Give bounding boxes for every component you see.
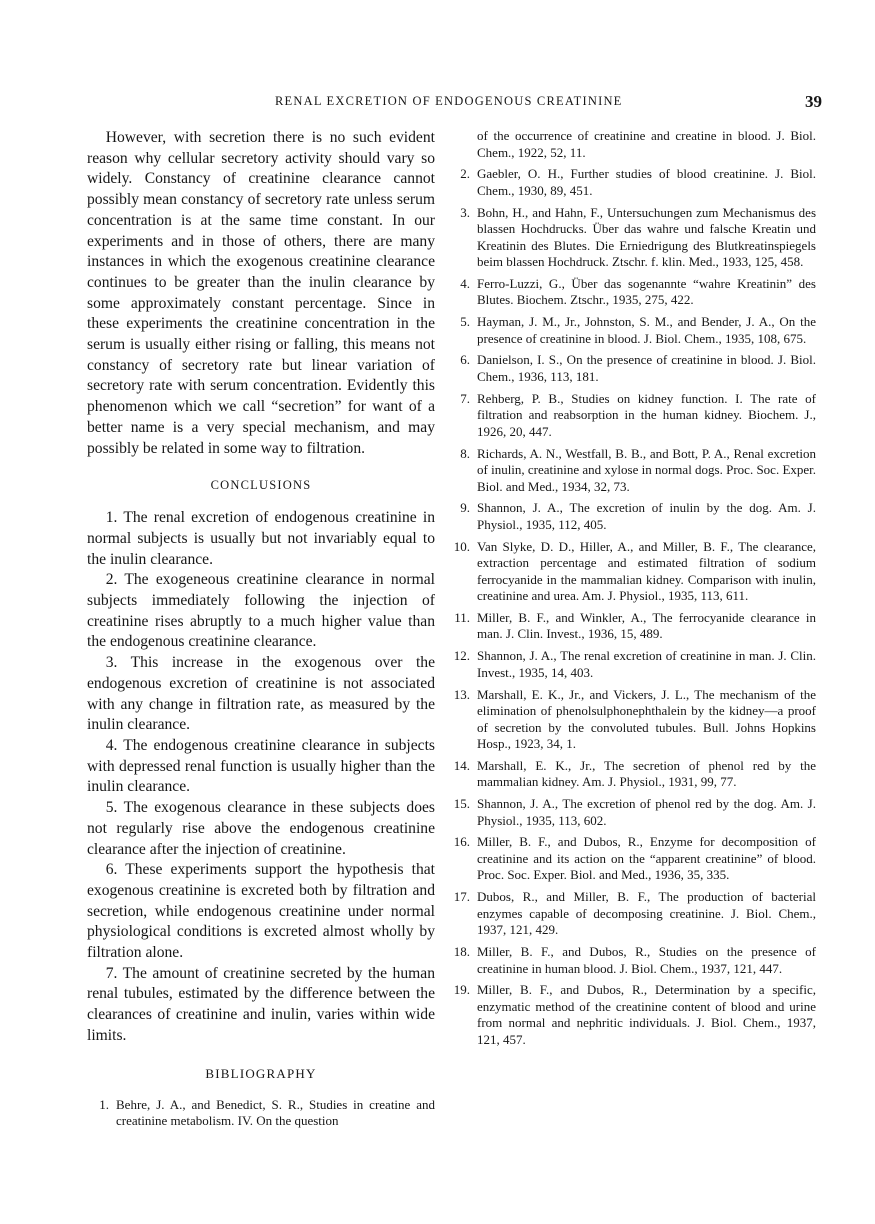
reference-number: 7. bbox=[460, 390, 470, 406]
reference-text: Behre, J. A., and Benedict, S. R., Studies in creatine and creatinine metabolism. IV. On the question bbox=[116, 1096, 435, 1129]
reference-continuation: of the occurrence of creatinine and creatine in blood. J. Biol. Chem., 1922, 52, 11. bbox=[477, 128, 816, 160]
reference-text: Dubos, R., and Miller, B. F., The production of bacterial enzymes capable of decomposing creatinine. J. Biol. Chem., 1937, 121, 429. bbox=[477, 889, 816, 938]
reference-number: 9. bbox=[460, 500, 470, 516]
reference-text: Rehberg, P. B., Studies on kidney function. I. The rate of filtration and reabsorption in the human kidney. Biochem. J., 1926, 20, 447. bbox=[477, 390, 816, 439]
conclusion-item: 7. The amount of creatinine secreted by the human renal tubules, estimated by the difference between the clearances of creatinine and inulin, varies within wide limits. bbox=[87, 964, 435, 1044]
reference-text: Gaebler, O. H., Further studies of blood creatinine. J. Biol. Chem., 1930, 89, 451. bbox=[477, 166, 816, 198]
reference-number: 6. bbox=[460, 352, 470, 368]
reference-number: 14. bbox=[453, 757, 470, 773]
running-header bbox=[0, 92, 875, 112]
reference-item bbox=[87, 1097, 435, 1130]
reference-text: Miller, B. F., and Dubos, R., Determination by a specific, enzymatic method of the creatinine content of blood and urine from normal and nephritic individuals. J. Biol. Chem., 1937, 121, 457. bbox=[477, 982, 816, 1047]
reference-item bbox=[448, 539, 816, 605]
reference-item bbox=[448, 889, 816, 939]
conclusions-heading: CONCLUSIONS bbox=[210, 478, 312, 493]
reference-text: Miller, B. F., and Winkler, A., The ferrocyanide clearance in man. J. Clin. Invest., 1936, 15, 489. bbox=[477, 609, 816, 642]
reference-text: Miller, B. F., and Dubos, R., Studies on the presence of creatinine in human blood. J. Biol. Chem., 1937, 121, 447. bbox=[477, 944, 816, 976]
left-column bbox=[87, 128, 435, 1135]
reference-item bbox=[448, 314, 816, 347]
conclusion-item: 3. This increase in the exogenous over the endogenous excretion of creatinine is not associated with any change in filtration rate, as measured by the inulin clearance. bbox=[87, 654, 435, 734]
reference-text: Van Slyke, D. D., Hiller, A., and Miller, B. F., The clearance, extraction percentage and estimated filtration of sodium ferrocyanide in the mammalian kidney. Comparison with inulin, creatinine and urea. Am. J. Physiol., 1935, 113, 611. bbox=[477, 538, 816, 604]
reference-item bbox=[448, 446, 816, 496]
reference-number: 18. bbox=[453, 944, 470, 960]
reference-item bbox=[448, 500, 816, 533]
reference-item bbox=[448, 944, 816, 977]
reference-item bbox=[448, 610, 816, 643]
intro-paragraph: However, with secretion there is no such evident reason why cellular secretory activity should vary so widely. Constancy of creatinine clearance cannot possibly mean constancy of secretory rate unless serum concentration is at the same time constant. In our experiments and in those of others, there are many instances in which the exogenous creatinine clearance continues to be greater than the inulin clearance by some approximately constant percentage. Since in these experiments the creatinine concentration in the serum is usually either rising or falling, this means not constancy of secretory rate but linear variation of secretory rate with serum concentration. Evidently this phenomenon which we call “secretion” for want of a better name is a very special mechanism, and may possibly be related in some way to filtration. bbox=[87, 129, 435, 457]
reference-item bbox=[448, 758, 816, 791]
bibliography-heading: BIBLIOGRAPHY bbox=[205, 1065, 317, 1081]
reference-item bbox=[448, 205, 816, 271]
reference-item bbox=[448, 352, 816, 385]
reference-number: 4. bbox=[460, 275, 470, 291]
reference-number: 10. bbox=[453, 538, 470, 554]
conclusion-item: 4. The endogenous creatinine clearance in subjects with depressed renal function is usually higher than the inulin clearance. bbox=[87, 736, 435, 796]
reference-item bbox=[448, 687, 816, 753]
reference-text: Richards, A. N., Westfall, B. B., and Bott, P. A., Renal excretion of inulin, creatinine and xylose in normal dogs. Proc. Soc. Exper. Biol. and Med., 1934, 32, 73. bbox=[477, 445, 817, 494]
reference-item bbox=[448, 166, 816, 199]
reference-text: Miller, B. F., and Dubos, R., Enzyme for decomposition of creatinine and its action on the “apparent creatinine” of blood. Proc. Soc. Exper. Biol. and Med., 1936, 35, 335. bbox=[477, 834, 816, 883]
reference-item bbox=[448, 982, 816, 1048]
reference-number: 5. bbox=[460, 314, 470, 330]
reference-item bbox=[448, 648, 816, 681]
reference-text: Shannon, J. A., The excretion of inulin by the dog. Am. J. Physiol., 1935, 112, 405. bbox=[477, 500, 816, 532]
reference-number: 8. bbox=[460, 445, 470, 461]
reference-text: Shannon, J. A., The renal excretion of creatinine in man. J. Clin. Invest., 1935, 14, 403. bbox=[477, 648, 816, 680]
conclusion-item: 2. The exogeneous creatinine clearance in normal subjects immediately following the injection of creatinine rises abruptly to a much higher value than the endogenous creatinine clearance. bbox=[87, 571, 435, 651]
reference-text: Bohn, H., and Hahn, F., Untersuchungen zum Mechanismus des blassen Hochdrucks. Über das wahre und falsche Kreatin und Kreatinin des Blutes. Die Erniedrigung des Blutkreatinspiegels beim blassen Hochdruck. Ztschr. f. klin. Med., 1933, 125, 458. bbox=[477, 204, 816, 270]
reference-item bbox=[448, 834, 816, 884]
conclusion-item: 6. These experiments support the hypothesis that exogenous creatinine is excreted both by filtration and secretion, while endogenous creatinine under normal physiological conditions is excreted almost wholly by filtration alone. bbox=[87, 861, 435, 962]
reference-text: Marshall, E. K., Jr., The secretion of phenol red by the mammalian kidney. Am. J. Physiol., 1931, 99, 77. bbox=[477, 757, 816, 790]
reference-text: Hayman, J. M., Jr., Johnston, S. M., and Bender, J. A., On the presence of creatinine in blood. J. Biol. Chem., 1935, 108, 675. bbox=[477, 314, 816, 346]
reference-item bbox=[448, 276, 816, 309]
reference-number: 3. bbox=[460, 204, 470, 220]
running-title: RENAL EXCRETION OF ENDOGENOUS CREATININE bbox=[275, 94, 623, 108]
reference-number: 15. bbox=[453, 796, 470, 812]
right-column bbox=[448, 128, 816, 1054]
reference-number: 16. bbox=[453, 834, 470, 850]
reference-text: Danielson, I. S., On the presence of creatinine in blood. J. Biol. Chem., 1936, 113, 181. bbox=[477, 352, 816, 384]
reference-number: 1. bbox=[99, 1096, 109, 1112]
reference-text: Marshall, E. K., Jr., and Vickers, J. L., The mechanism of the elimination of phenolsulphonephthalein by the kidney—a proof of secretion by the convoluted tubules. Bull. Johns Hopkins Hosp., 1923, 34, 1. bbox=[477, 686, 816, 752]
page-number: 39 bbox=[805, 92, 822, 111]
reference-number: 11. bbox=[454, 609, 470, 625]
reference-list bbox=[448, 166, 816, 1048]
conclusions-list bbox=[87, 508, 435, 1046]
conclusion-item: 1. The renal excretion of endogenous creatinine in normal subjects is usually but not invariably equal to the inulin clearance. bbox=[87, 509, 435, 568]
reference-number: 12. bbox=[453, 648, 470, 664]
reference-number: 19. bbox=[453, 982, 470, 998]
reference-text: Shannon, J. A., The excretion of phenol red by the dog. Am. J. Physiol., 1935, 113, 602. bbox=[477, 796, 816, 828]
reference-number: 2. bbox=[460, 166, 470, 182]
conclusion-item: 5. The exogenous clearance in these subjects does not regularly rise above the endogenous creatinine clearance after the injection of creatinine. bbox=[87, 799, 435, 858]
reference-item bbox=[448, 796, 816, 829]
reference-item bbox=[448, 391, 816, 441]
reference-number: 17. bbox=[453, 889, 470, 905]
reference-number: 13. bbox=[453, 686, 470, 702]
reference-text: Ferro-Luzzi, G., Über das sogenannte “wahre Kreatinin” des Blutes. Biochem. Ztschr., 1935, 275, 422. bbox=[477, 275, 816, 308]
